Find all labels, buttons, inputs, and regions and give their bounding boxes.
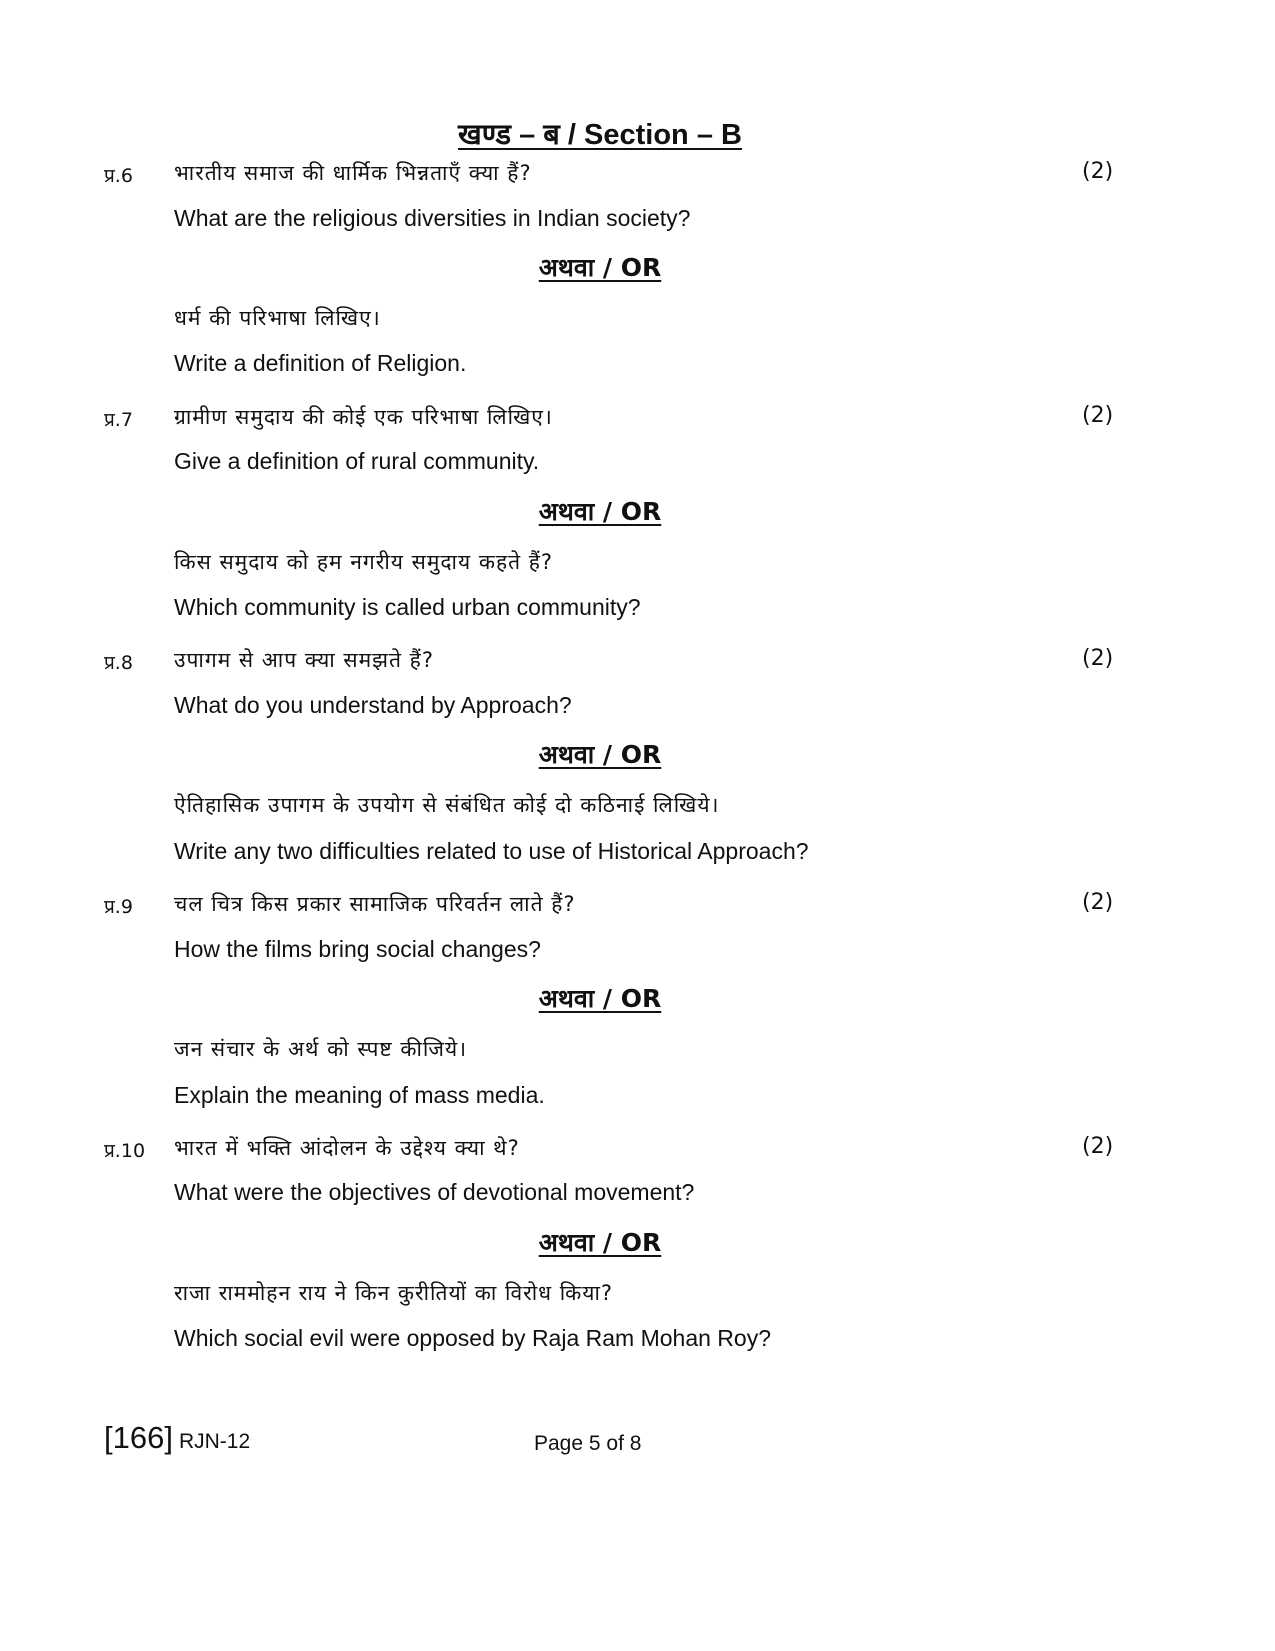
question-6-hindi: भारतीय समाज की धार्मिक भिन्नताएँ क्या हैं? — [174, 161, 532, 185]
question-7-number: प्र.7 — [104, 409, 133, 431]
question-9-hindi: चल चित्र किस प्रकार सामाजिक परिवर्तन लाते हैं? — [174, 892, 576, 916]
question-10-alt-hindi: राजा राममोहन राय ने किन कुरीतियों का विरोध किया? — [174, 1281, 614, 1305]
question-10-alt-english: Which social evil were opposed by Raja Ram Mohan Roy? — [174, 1325, 772, 1351]
question-7-english: Give a definition of rural community. — [174, 448, 540, 474]
question-6-alt-hindi: धर्म की परिभाषा लिखिए। — [174, 306, 381, 330]
question-7-alt-hindi: किस समुदाय को हम नगरीय समुदाय कहते हैं? — [174, 550, 554, 574]
question-9-alt-english: Explain the meaning of mass media. — [174, 1082, 545, 1108]
question-10-or-label: अथवा / OR — [538, 1228, 662, 1257]
question-10-hindi: भारत में भक्ति आंदोलन के उद्देश्य क्या थे? — [174, 1136, 520, 1160]
question-10-number: प्र.10 — [104, 1140, 146, 1162]
question-9-number: प्र.9 — [104, 896, 133, 918]
question-8-or-label: अथवा / OR — [538, 740, 662, 769]
question-10-marks: (2) — [1082, 1134, 1114, 1159]
question-8-number: प्र.8 — [104, 652, 133, 674]
question-9-marks: (2) — [1082, 890, 1114, 915]
question-9-english: How the films bring social changes? — [174, 936, 541, 962]
question-7-hindi: ग्रामीण समुदाय की कोई एक परिभाषा लिखिए। — [174, 405, 553, 429]
question-8-alt-english: Write any two difficulties related to use of Historical Approach? — [174, 838, 809, 864]
question-8-hindi: उपागम से आप क्या समझते हैं? — [174, 648, 434, 672]
footer-paper-code — [104, 1420, 250, 1456]
question-7-marks: (2) — [1082, 403, 1114, 428]
question-9-or-label: अथवा / OR — [538, 984, 662, 1013]
question-8-marks: (2) — [1082, 646, 1114, 671]
question-7-alt-english: Which community is called urban community? — [174, 594, 641, 620]
question-6-marks: (2) — [1082, 159, 1114, 184]
question-7-or-label: अथवा / OR — [538, 497, 662, 526]
question-8-english: What do you understand by Approach? — [174, 692, 572, 718]
section-title: खण्ड – ब / Section – B — [458, 119, 742, 151]
page-number: Page 5 of 8 — [534, 1432, 642, 1455]
question-8-alt-hindi: ऐतिहासिक उपागम के उपयोग से संबंधित कोई दो कठिनाई लिखिये। — [174, 793, 720, 817]
question-10-english: What were the objectives of devotional movement? — [174, 1179, 695, 1205]
question-9-alt-hindi: जन संचार के अर्थ को स्पष्ट कीजिये। — [174, 1037, 468, 1061]
footer-paper-number: [166] — [104, 1420, 173, 1455]
question-6-english: What are the religious diversities in Indian society? — [174, 205, 691, 231]
question-6-or-label: अथवा / OR — [538, 253, 662, 282]
question-6-alt-english: Write a definition of Religion. — [174, 350, 467, 376]
footer-code-label: RJN-12 — [178, 1430, 251, 1453]
question-6-number: प्र.6 — [104, 165, 133, 187]
